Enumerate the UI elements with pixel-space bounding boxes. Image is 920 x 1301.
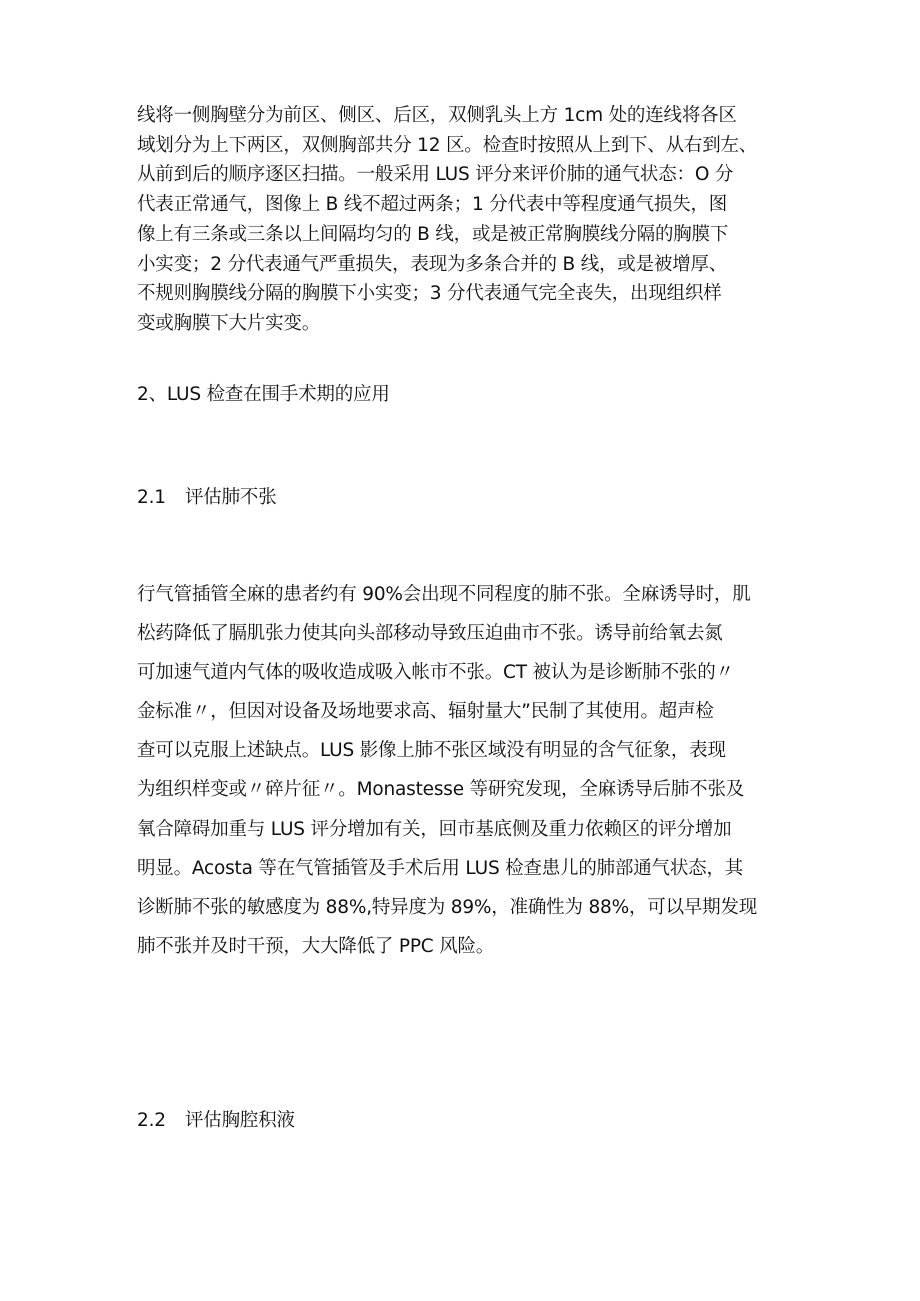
section-number: 2.1	[137, 487, 166, 508]
paragraph-line: 代表正常通气，图像上 B 线不超过两条；1 分代表中等程度通气损失，图	[137, 194, 728, 216]
section-heading-2	[137, 383, 390, 407]
section-number: 2、	[137, 384, 167, 405]
paragraph-line: 变或胸膜下大片实变。	[137, 312, 321, 334]
paragraph-line: 从前到后的顺序逐区扫描。一般采用 LUS 评分来评价肺的通气状态：O 分	[137, 164, 734, 186]
section-title: 评估肺不张	[185, 487, 277, 508]
paragraph-line: 肺不张并及时干预，大大降低了 PPC 风险。	[137, 935, 495, 957]
atelectasis-paragraph	[137, 575, 787, 966]
paragraph-line: 明显。Acosta 等在气管插管及手术后用 LUS 检查患儿的肺部通气状态，其	[137, 857, 744, 879]
paragraph-line: 诊断肺不张的敏感度为 88%,特异度为 89%，准确性为 88%，可以早期发现	[137, 896, 758, 918]
paragraph-line: 氧合障碍加重与 LUS 评分增加有关，回市基底侧及重力依赖区的评分增加	[137, 818, 732, 840]
section-title: LUS 检查在围手术期的应用	[166, 384, 390, 405]
intro-paragraph	[137, 101, 787, 339]
paragraph-line: 松药降低了膈肌张力使其向头部移动导致压迫曲市不张。诱导前给氧去氮	[137, 623, 723, 645]
paragraph-line: 可加速气道内气体的吸收造成吸入帐市不张。CT 被认为是诊断肺不张的〃	[137, 662, 734, 684]
paragraph-line: 金标准〃，但因对设备及场地要求高、辐射量大”民制了其使用。超声检	[137, 701, 714, 723]
paragraph-line: 域划分为上下两区，双侧胸部共分 12 区。检查时按照从上到下、从右到左、	[137, 134, 758, 156]
section-title: 评估胸腔积液	[185, 1110, 295, 1131]
paragraph-line: 像上有三条或三条以上间隔均匀的 B 线，或是被正常胸膜线分隔的胸膜下	[137, 223, 729, 245]
paragraph-line: 行气管插管全麻的患者约有 90%会出现不同程度的肺不张。全麻诱导时，肌	[137, 584, 751, 605]
paragraph-line: 不规则胸膜线分隔的胸膜下小实变；3 分代表通气完全丧失，出现组织样	[137, 283, 722, 305]
paragraph-line: 查可以克服上述缺点。LUS 影像上肺不张区域没有明显的含气征象，表现	[137, 740, 726, 762]
section-heading-2-1	[137, 486, 277, 510]
paragraph-line: 为组织样变或〃碎片征〃。Monastesse 等研究发现，全麻诱导后肺不张及	[137, 779, 745, 801]
section-number: 2.2	[137, 1110, 166, 1131]
paragraph-line: 小实变；2 分代表通气严重损失，表现为多条合并的 B 线，或是被增厚、	[137, 253, 728, 275]
section-heading-2-2	[137, 1109, 295, 1133]
paragraph-line: 线将一侧胸壁分为前区、侧区、后区，双侧乳头上方 1cm 处的连线将各区	[137, 105, 737, 126]
